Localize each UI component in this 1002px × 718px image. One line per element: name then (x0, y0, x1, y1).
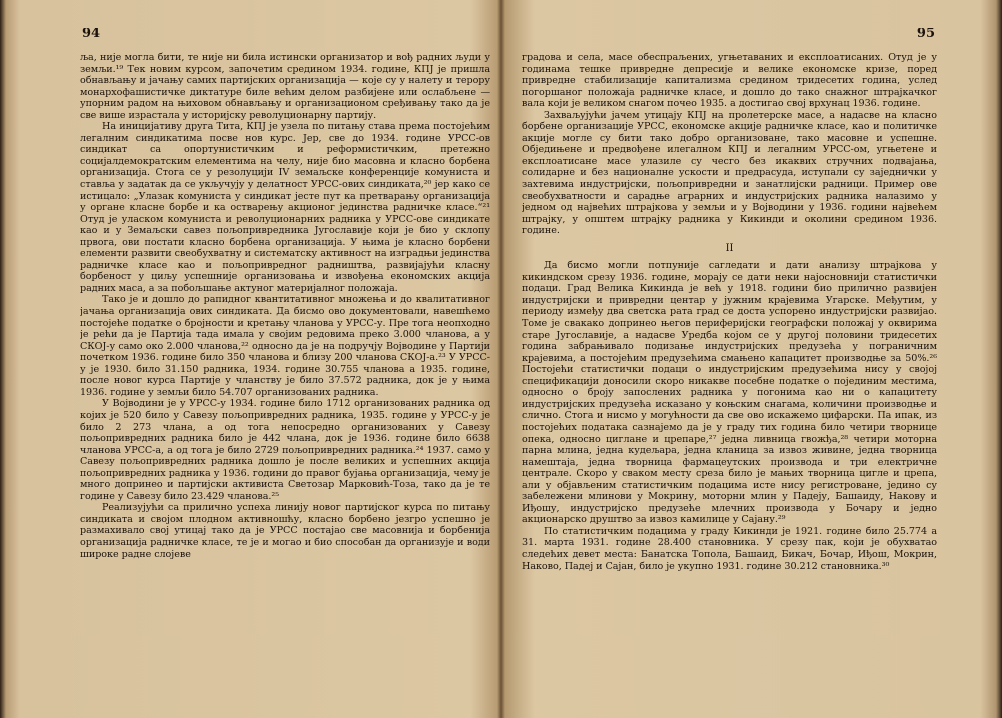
paragraph: У Војводини је у УРСС-у 1934. године било 1712 организованих радника од којих је 520 било у Савезу пољопривредних радника, 1935. године у УРСС-у је било 2 273 члана, а од тога непосредно организованих у Савезу пољопривредних радника било је 442 члана, док је 1936. године било 6638 чланова УРСС-а, а од тога је било 2729 пољопривредних радника.²⁴ 1937. само у Савезу пољопривредних радника дошло је после великих и успешних акција пољопривредних радника у 1936. години до правог бујања организација, чему је много допринео и партијски активиста Светозар Марковић-Тоза, тако да је те године у Савезу било 23.429 чланова.²⁵ (80, 398, 490, 502)
page-number: 95 (916, 28, 935, 41)
paragraph: На иницијативу друга Тита, КПЈ је узела по питању става према постојећим легалним синдикатима посве нов курс. Јер, све до 1934. године УРСС-ов синдикат са опортунистичким и реформистичким, претежно социјалдемократским елементима на челу, није био масовна и класно борбена организација. Стога се у резолуцији IV земаљске конференције комуниста и ставља у задатак да се укључују у делатност УРСС-ових синдиката,²⁰ јер како се истицало: „Улазак комуниста у синдикат јесте пут ка претварању организација у органе класне борбе и ка остварењу акционог јединства радничке класе.“²¹ Отуд је уласком комуниста и револуционарних радника у УРСС-ове синдикате као и у Земаљски савез пољопривредника Југославије који је био у склопу првога, ови постати класно борбена организација. У њима је класно борбени елементи развити свеобухватну и систематску активност на изградњи јединства радничке класе као и пољопривредног радништва, развијајући класну борбеност у циљу успешније организовања и извођења економских акција радних маса, а за побољшање актуног материјалног положаја. (80, 121, 490, 294)
left-page-text (80, 52, 490, 560)
right-page (522, 28, 937, 688)
paragraph: градова и села, масе обеспраљених, угњетаваних и експлоатисаних. Отуд је у годинама тешке привредне депресије и велике економске кризе, поред привредне стабилизације капитализма средином тридесетих година, услед погоршаног положаја радничке класе, и дошло до тако снажног штрајкачког вала који је великом снагом почео 1935. а достигао свој врхунац 1936. године. (522, 52, 937, 110)
paragraph: Реализујући са прилично успеха линију новог партијског курса по питању синдиката и својом плодном активношћу, класно борбено језгро успешно је размахивало свој утицај тако да је УРСС постајао све масовнија и борбенија организација радничке класе, те је и могао и био способан да организује и води широке радне слојеве (80, 502, 490, 560)
left-page (80, 28, 490, 688)
paragraph: Тако је и дошло до рапидног квантитативног множења и до квалитативног јачања организација ових синдиката. Да бисмо ово документовали, навешћемо постојеће податке о бројности и кретању чланова у УРСС-у. Пре тога неопходно је рећи да је Партија тада имала у својим редовима преко 3.000 чланова, а у СКОЈ-у само око 2.000 чланова,²² односно да је на подручју Војводине у Партији почетком 1936. године било 350 чланова и близу 200 чланова СКОЈ-а.²³ У УРСС-у је 1930. било 31.150 радника, 1934. године 30.755 чланова а 1935. године, после новог курса Партије у чланству је било 37.572 радника, док је у њима 1936. године у земљи било 54.707 организованих радника. (80, 294, 490, 398)
section-heading: II (725, 242, 734, 254)
page-number: 94 (82, 28, 101, 41)
paragraph: ља, није могла бити, те није ни била истински организатор и вођ радних људи у земљи.¹⁹ Тек новим курсом, започетим средином 1934. године, КПЈ је пришла обнављању и јачању самих партијских организација — које су у налету и терору монархофашистичке диктатуре биле већим делом разбијене или ослабљене — упорним радом на њиховом обнављању и организационом сређивању тако да је све више израстала у историјску револуционарну партију. (80, 52, 490, 121)
right-page-text (522, 52, 937, 572)
paragraph: Захваљујући јачем утицају КПЈ на пролетерске масе, а надасве на класно борбене организације УРСС, економске акције радничке класе, као и политичке акције могле су бити тако добро организоване, тако масовне и успешне. Обједињене и предвођене илегалном КПЈ и легалним УРСС-ом, угњетене и експлоатисане масе улазиле су чесго без икаквих стручних подвајања, солидарне и без националне ускости и предрасуда, иступали су заједнички у захтевима индустријски, пољопривредни и занатлијски радници. Пример ове свеобухватности и сарадње аграрних и индустријских радника налазимо у једном од највећих штрајкова у земљи и у Војводини у 1936. години највећем штрајку, у општем штрајку радника у Кикинди и околини средином 1936. године. (522, 109, 937, 237)
paragraph: По статистичким подацима у граду Кикинди је 1921. године било 25.774 а 31. марта 1931. године 28.400 становника. У срезу пак, који је обухватао следећих девет места: Банатска Топола, Башаид, Бикач, Бочар, Иђош, Мокрин, Наково, Падеј и Сајан, било је укупно 1931. године 30.212 становника.³⁰ (522, 525, 937, 572)
paragraph: Да бисмо могли потпуније сагледати и дати анализу штрајкова у кикиндском срезу 1936. године, морају се дати неки најосновнији статистички подаци. Град Велика Кикинда је већ у 1918. години био прилично развијен индустријски и привредни центар у јужним крајевима Угарске. Међутим, у периоду између два светска рата град се доста успорено индустријски развијао. Томе је свакако допринео његов периферијски географски положај у оквирима старе Југославије, а надасве Уредба којом се у другој половини тридесетих година забрањивало подизање индустријских предузећа у пограничним крајевима, а постојећим предузећима смањено капацитет производње за 50%.²⁶ Постојећи статистички подаци о индустријским предузећима нису у својој спецификацији доносили скоро никакве посебне податке о појединим местима, односно о броју запослених радника у погонима као ни о капацитету индустријских предузећа исказано у коњским снагама, количини производње и слично. Стога и нисмо у могућности да све ово искажемо цифарски. Па ипак, из постојећих података сазнајемо да је у граду тих година било четири творнице опека, односно циглане и црепаре,²⁷ једна ливница гвожђа,²⁸ четири моторна парна млина, једна кудељара, једна кланица за извоз живине, једна творница намештаја, једна творница фармацеутских производа и три електричне централе. Скоро у сваком месту среза било је мањих творница цигле и црепа, али у објављеним статистичким подацима исте нису регистроване, једино су забележени млинови у Мокрину, моторни млин у Падеју, Башаиду, Накову и Иђошу, индустријско предузеће млечних производа у Бочару и једно акционарско друштво за извоз камилице у Сајану.²⁹ (522, 260, 937, 526)
